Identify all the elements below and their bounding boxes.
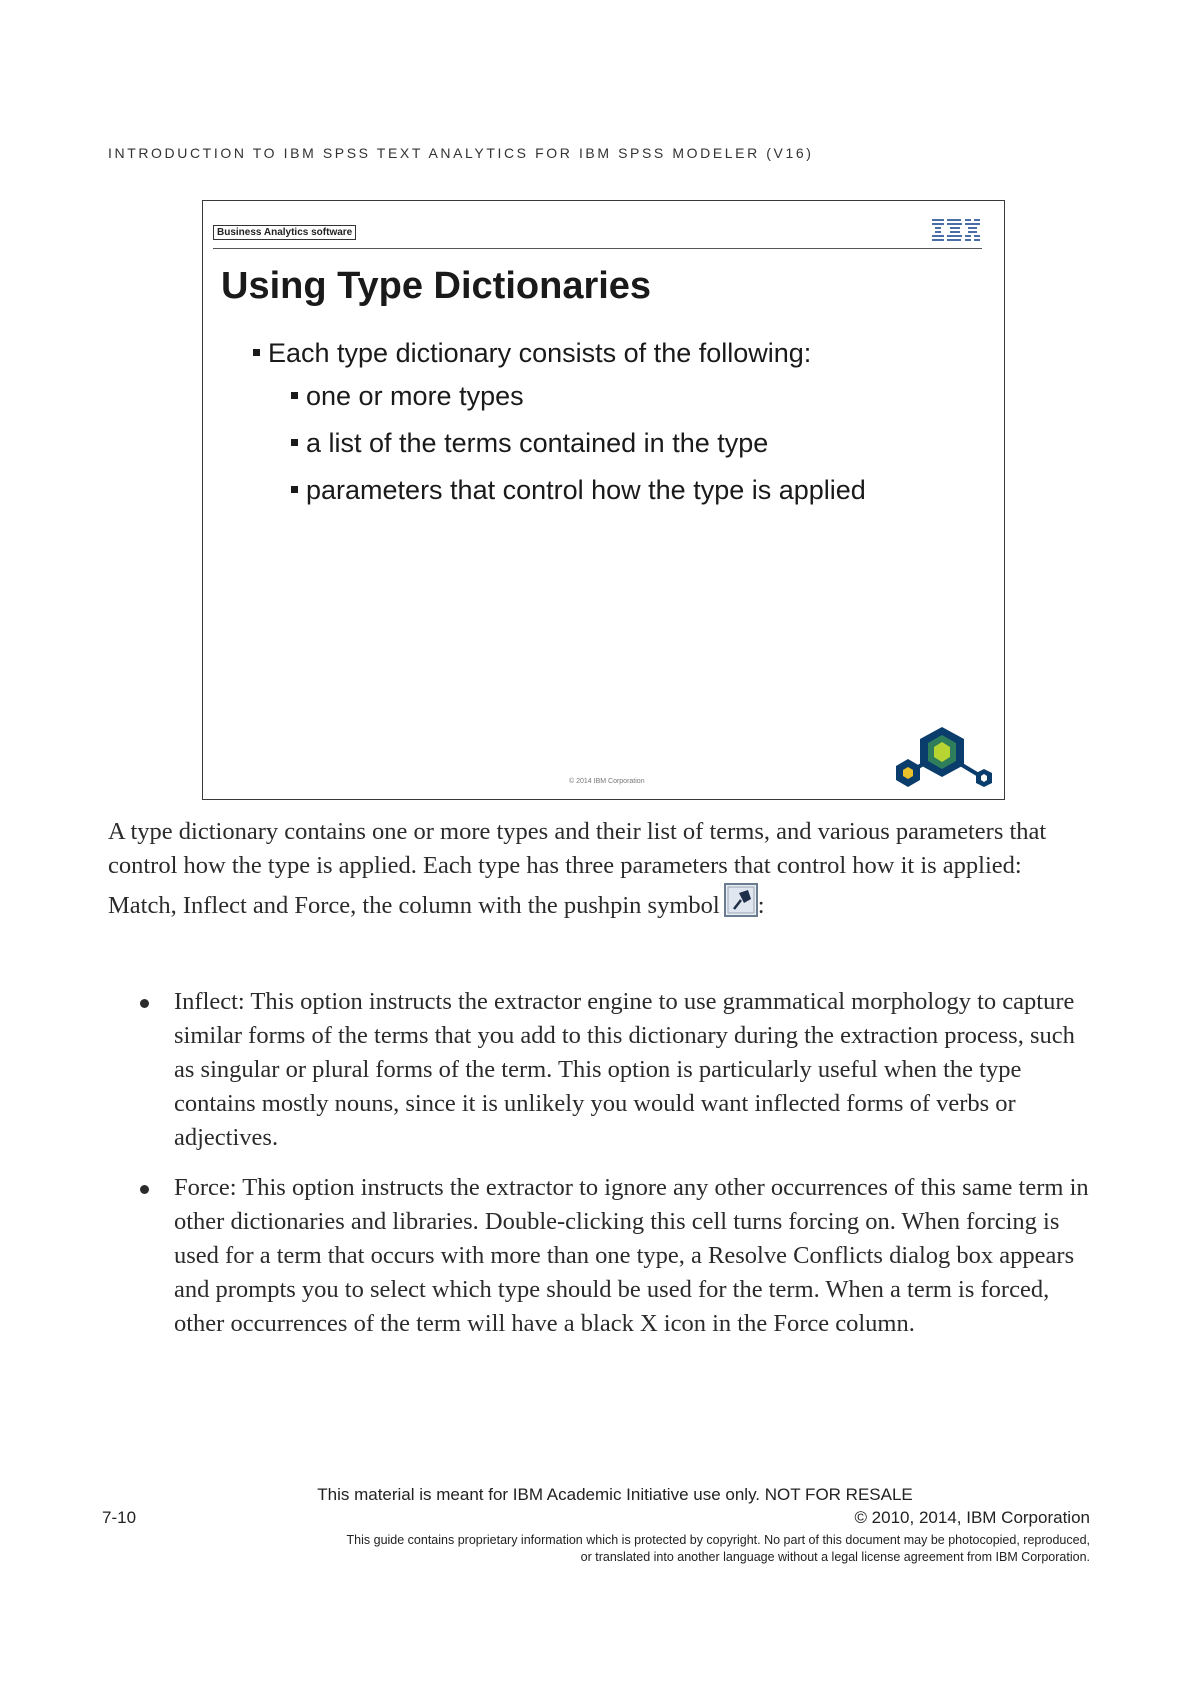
running-header: INTRODUCTION TO IBM SPSS TEXT ANALYTICS FOR IBM SPSS MODELER (V16) bbox=[108, 145, 814, 161]
footer-copyright: © 2010, 2014, IBM Corporation bbox=[854, 1508, 1090, 1527]
square-bullet-icon bbox=[291, 439, 298, 446]
parameter-bullet-list bbox=[140, 985, 1090, 1357]
pushpin-icon bbox=[724, 883, 758, 917]
list-item bbox=[140, 985, 1090, 1155]
slide-bullet-text: Each type dictionary consists of the following: bbox=[268, 338, 812, 368]
square-bullet-icon bbox=[253, 349, 260, 356]
body-paragraph-text: A type dictionary contains one or more types and their list of terms, and various parameters that control how the type is applied. Each type has three parameters that control how it is applied: Match, Inflect and Force, the column with the pushpin symbol bbox=[108, 818, 1047, 919]
page-number: 7-10 bbox=[102, 1508, 137, 1527]
ibm-logo bbox=[930, 217, 982, 243]
slide-sub-bullet-text: a list of the terms contained in the type bbox=[306, 428, 769, 458]
footer-note: This material is meant for IBM Academic Initiative use only. NOT FOR RESALE bbox=[317, 1485, 913, 1504]
slide-sub-bullet-text: one or more types bbox=[306, 381, 524, 411]
slide-bullet bbox=[253, 333, 866, 373]
slide-bullet-list bbox=[253, 333, 866, 514]
square-bullet-icon bbox=[291, 392, 298, 399]
slide-brand-label: Business Analytics software bbox=[213, 225, 356, 240]
slide-divider bbox=[213, 248, 982, 249]
body-paragraph bbox=[108, 815, 1088, 923]
slide-copyright: © 2014 IBM Corporation bbox=[569, 778, 645, 785]
square-bullet-icon bbox=[291, 486, 298, 493]
list-item-text: Force: This option instructs the extractor to ignore any other occurrences of this same term in other dictionaries and libraries. Double-clicking this cell turns forcing on. When forcing is used for a term that occurs with more than one type, a Resolve Conflicts dialog box appears and prompts you to select which type should be used for the term. When a term is forced, other occurrences of the term will have a black X icon in the Force column. bbox=[174, 1174, 1089, 1337]
legal-line: or translated into another language without a legal license agreement from IBM Corporation. bbox=[580, 1550, 1090, 1564]
slide-sub-bullet bbox=[291, 420, 866, 467]
bullet-dot-icon bbox=[140, 999, 149, 1008]
slide-sub-bullet bbox=[291, 373, 866, 420]
hexagon-molecule-icon bbox=[880, 715, 1000, 795]
slide-title: Using Type Dictionaries bbox=[221, 265, 652, 307]
legal-line: This guide contains proprietary information which is protected by copyright. No part of this document may be photocopied, reproduced, bbox=[346, 1533, 1090, 1547]
slide-sub-bullet-text: parameters that control how the type is applied bbox=[306, 475, 866, 505]
slide-frame bbox=[202, 200, 1005, 800]
body-paragraph-colon: : bbox=[757, 892, 765, 919]
slide-sub-bullet bbox=[291, 467, 866, 514]
list-item-text: Inflect: This option instructs the extractor engine to use grammatical morphology to capture similar forms of the terms that you add to this dictionary during the extraction process, such as singular or plural forms of the term. This option is particularly useful when the type contains mostly nouns, since it is unlikely you would want inflected forms of verbs or adjectives. bbox=[174, 988, 1075, 1151]
footer-legal bbox=[130, 1532, 1090, 1566]
list-item bbox=[140, 1171, 1090, 1341]
bullet-dot-icon bbox=[140, 1185, 149, 1194]
